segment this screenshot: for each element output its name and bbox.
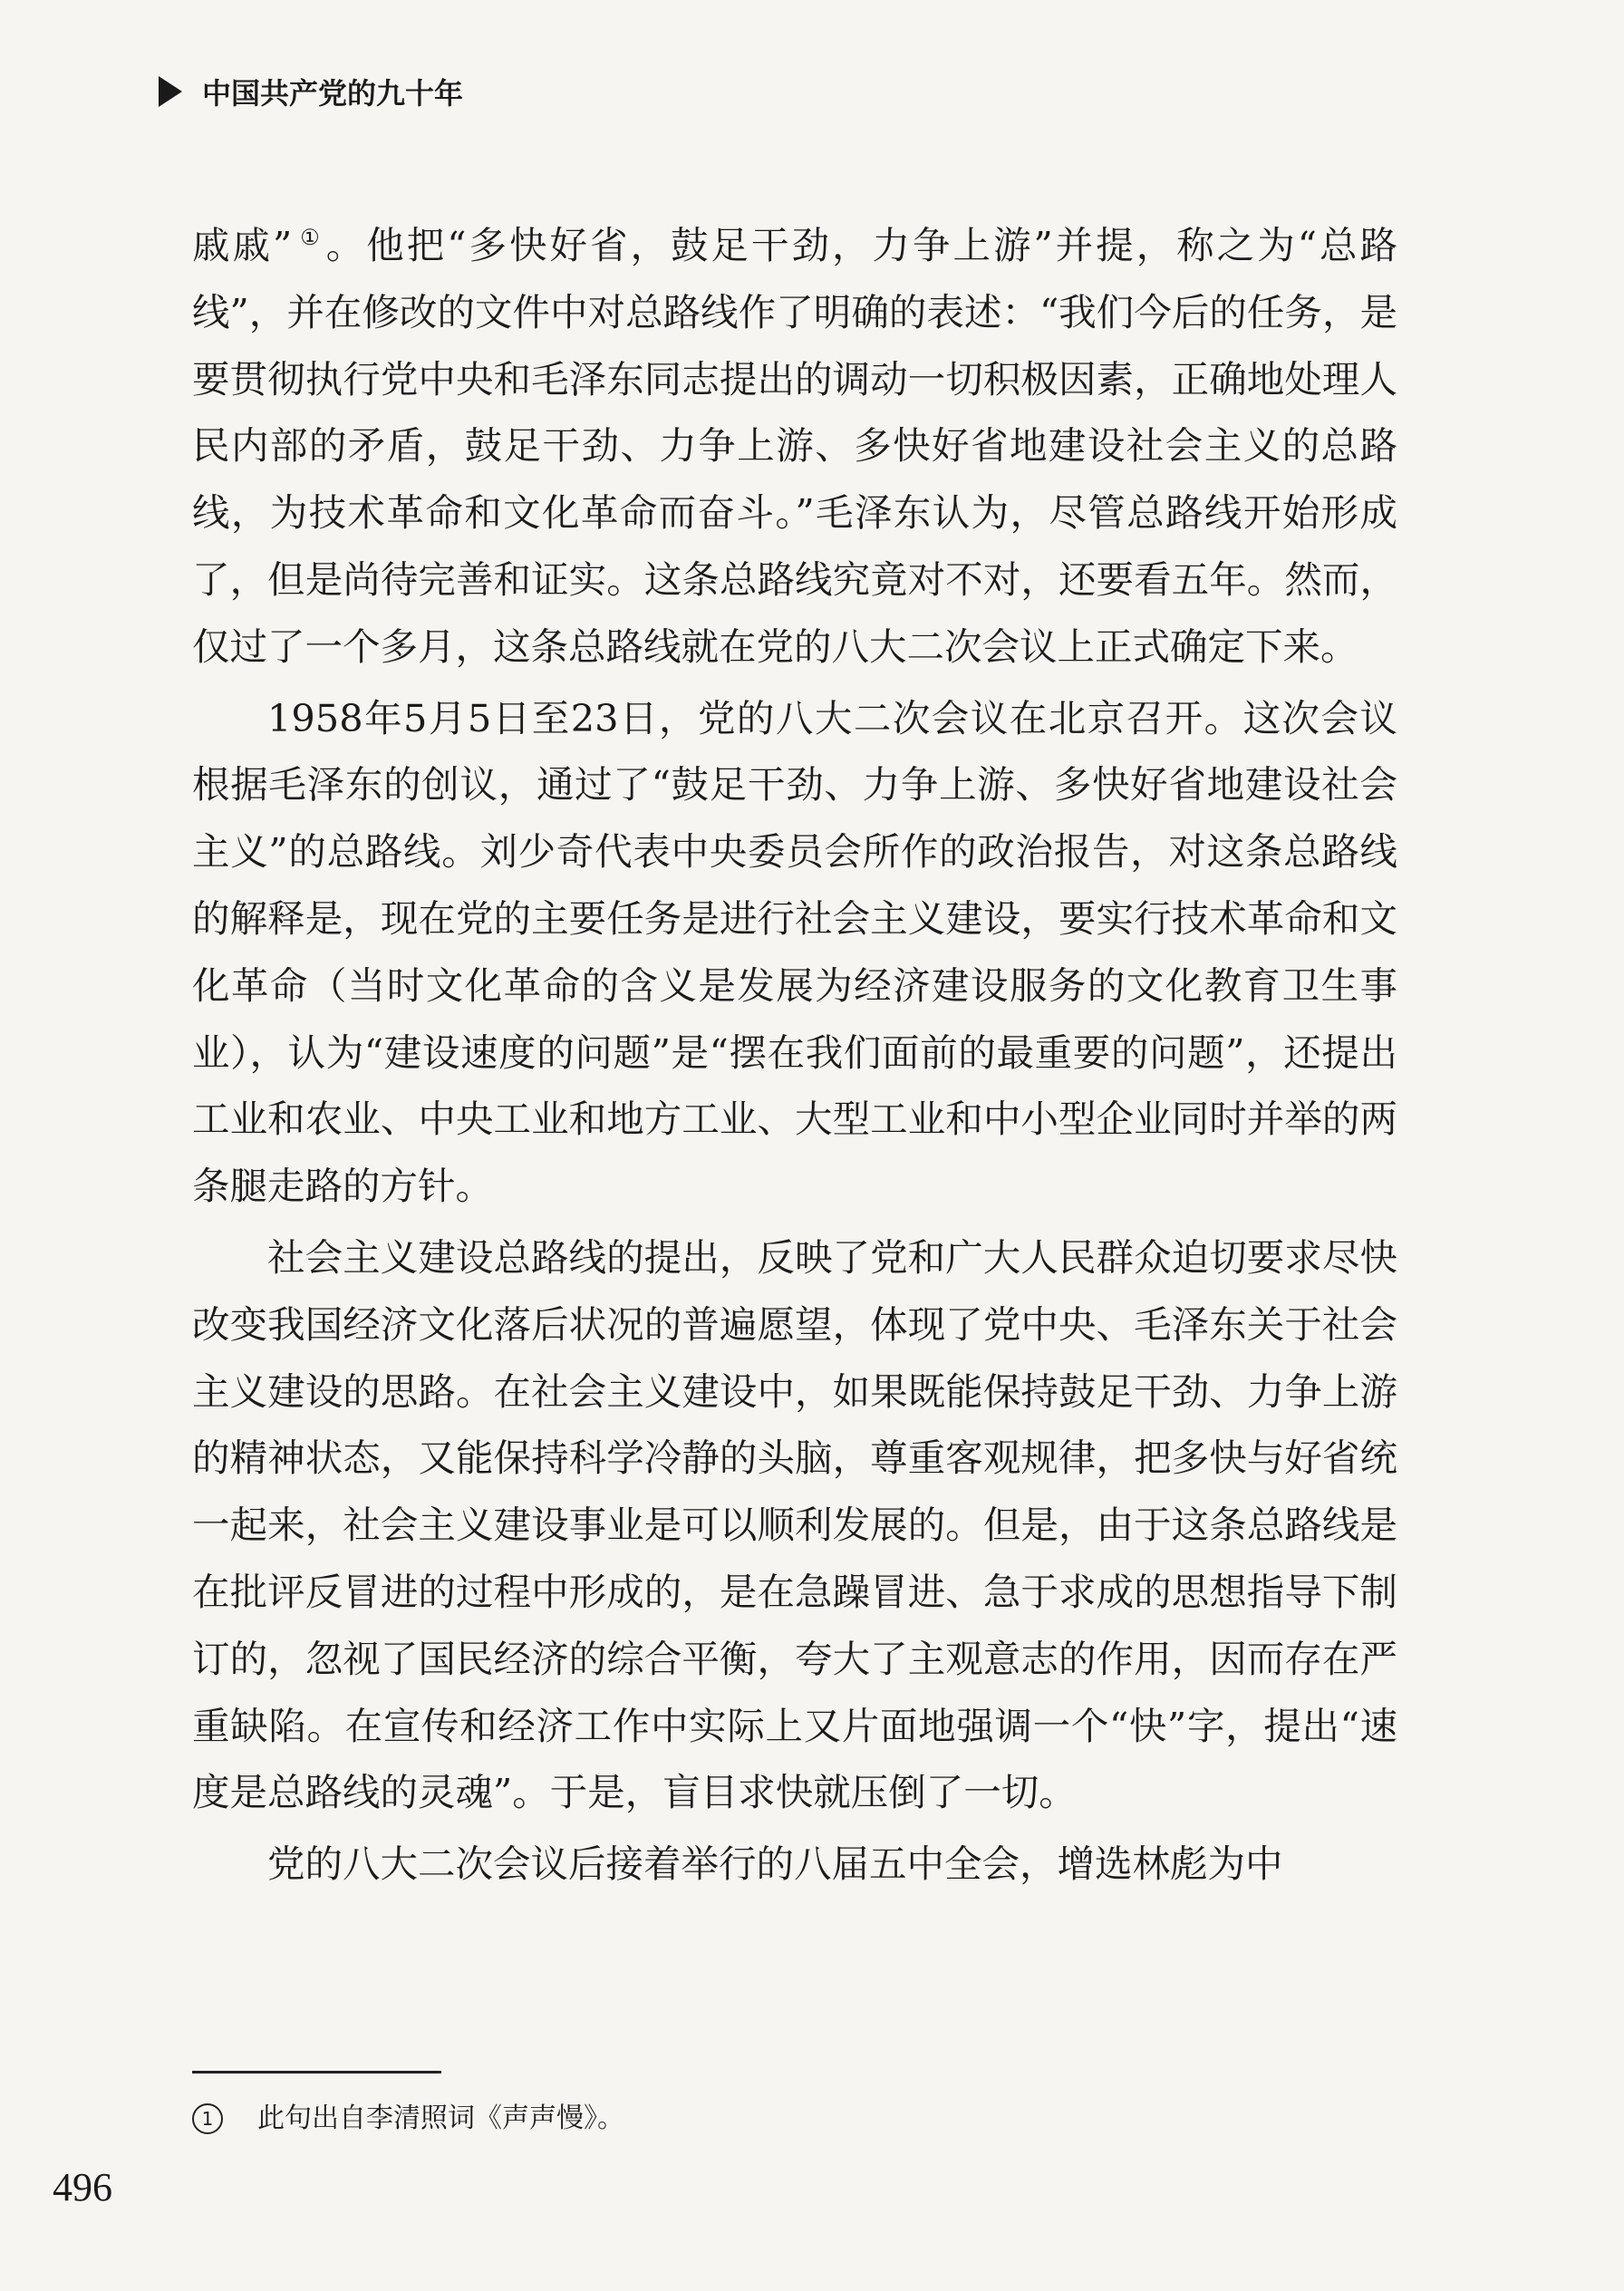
triangle-arrow-icon [159,76,182,107]
page-number: 496 [53,2165,112,2209]
paragraph-3: 社会主义建设总路线的提出，反映了党和广大人民群众迫切要求尽快改变我国经济文化落后状况的普遍愿望，体现了党中央、毛泽东关于社会主义建设的思路。在社会主义建设中，如果既能保持鼓足干劲、力争上游的精神状态，又能保持科学冷静的头脑，尊重客观规律，把多快与好省统一起来，社会主义建设事业是可以顺利发展的。但是，由于这条总路线是在批评反冒进的过程中形成的，是在急躁冒进、急于求成的思想指导下制订的，忽视了国民经济的综合平衡，夸大了主观意志的作用，因而存在严重缺陷。在宣传和经济工作中实际上又片面地强调一个“快”字，提出“速度是总路线的灵魂”。于是，盲目求快就压倒了一切。 [192,1234,1397,1815]
footnote-marker: 1 [192,2103,223,2134]
footnote [192,2101,624,2137]
body-text [192,212,1397,1898]
paragraph-1-rest: 。他把“多快好省，鼓足干劲，力争上游”并提，称之为“总路线”，并在修改的文件中对总路线作了明确的表述：“我们今后的任务，是要贯彻执行党中央和毛泽东同志提出的调动一切积极因素，正确地处理人民内部的矛盾，鼓足干劲、力争上游、多快好省地建设社会主义的总路线，为技术革命和文化革命而奋斗。”毛泽东认为，尽管总路线开始形成了，但是尚待完善和证实。这条总路线究竟对不对，还要看五年。然而，仅过了一个多月，这条总路线就在党的八大二次会议上正式确定下来。 [192,223,1398,669]
footnote-text: 此句出自李清照词《声声慢》。 [257,2102,624,2134]
paragraph-1-start: 戚戚” [192,223,293,267]
running-head-title: 中国共产党的九十年 [202,76,464,111]
paragraph-2: 1958年5月5日至23日，党的八大二次会议在北京召开。这次会议根据毛泽东的创议，通过了“鼓足干劲、力争上游、多快好省地建设社会主义”的总路线。刘少奇代表中央委员会所作的政治报告，对这条总路线的解释是，现在党的主要任务是进行社会主义建设，要实行技术革命和文化革命（当时文化革命的含义是发展为经济建设服务的文化教育卫生事业），认为“建设速度的问题”是“摆在我们面前的最重要的问题”，还提出工业和农业、中央工业和地方工业、大型工业和中小型企业同时并举的两条腿走路的方针。 [192,695,1397,1209]
footnote-reference: ① [297,225,323,251]
paragraph-4: 党的八大二次会议后接着举行的八届五中全会，增选林彪为中 [267,1842,1283,1887]
footnote-divider [192,2071,441,2074]
paragraph-1 [192,212,1397,681]
running-head [159,71,463,112]
